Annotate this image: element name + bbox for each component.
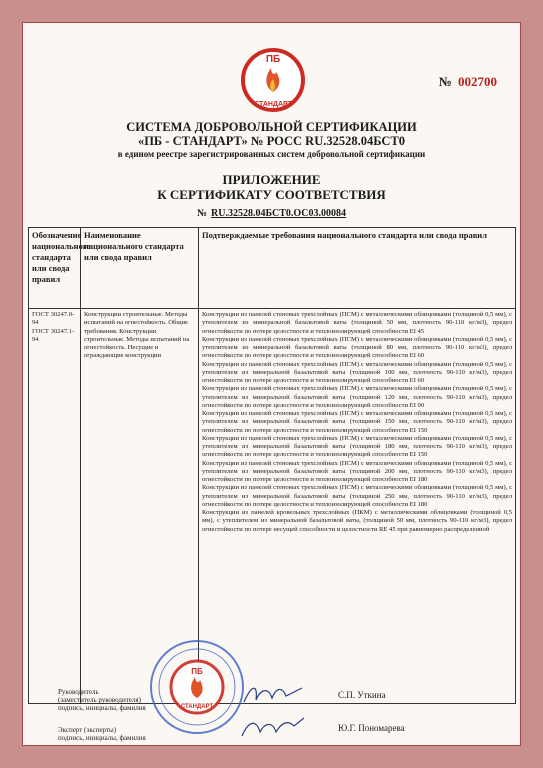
requirement-item: Конструкции из панелей стеновых трехслойных (ПСМ) с металлическими облицовками (толщиной 0,5 мм), с утеплителем из минеральной базальтовой ваты (толщиной 200 мм, плотность 90-110 кг/м3), предел огнестойкости по потере целостности и теплоизолирующей способности EI 180 [202,459,512,483]
requirement-item: Конструкции из панелей стеновых трехслойных (ПСМ) с металлическими облицовками (толщиной 0,5 мм), с утеплителем из минеральной базальтовой ваты (толщиной 180 мм, плотность 90-110 кг/м3), предел огнестойкости по потере целостности и теплоизолирующей способности EI 150 [202,434,512,459]
certificate-number-value: 002700 [458,74,497,89]
expert-signature-label: Эксперт (эксперты) подпись, инициалы, фамилия [58,726,146,742]
head-signature-label: Руководитель (заместитель руководителя) подпись, инициалы, фамилия [58,688,146,712]
expert-signature [238,712,308,742]
head-name: С.П. Уткина [338,690,386,700]
certification-seal [148,638,246,736]
appendix-title: ПРИЛОЖЕНИЕ [222,172,321,187]
requirement-item: Конструкции из панелей стеновых трехслойных (ПСМ) с металлическими облицовками (толщиной 0,5 мм), с утеплителем из минеральной базальтовой ваты (толщиной 50 мм, плотность 90-110 кг/м3), предел огнестойкости по потере целостности и теплоизолирующей способности EI 45 [202,311,512,335]
designation-cell: ГОСТ 30247.0-94 ГОСТ 30247.1-94 [29,309,81,704]
logo-top-text: ПБ [265,54,281,65]
system-registration: «ПБ - СТАНДАРТ» № РОСС RU.32528.04БСТ0 [137,134,406,148]
requirement-item: Конструкции из панелей стеновых трехслойных (ПСМ) с металлическими облицовками (толщиной 0,5 мм), с утеплителем из минеральной базальтовой ваты (толщиной 100 мм, плотность 90-110 кг/м3), предел огнестойкости по потере целостности и теплоизолирующей способности EI 60 [202,360,512,384]
appendix-number-value: RU.32528.04БСТ0.ОС03.00084 [211,208,347,219]
logo-bottom-text: СТАНДАРТ [254,101,292,108]
seal-bottom-text: СТАНДАРТ [180,704,214,710]
certificate-number [439,74,497,90]
registry-note: в едином реестре зарегистрированных систем добровольной сертификации [117,149,426,159]
header-name: Наименование национального стандарта или свода правил [81,228,199,309]
requirements-table [28,227,516,704]
expert-name: Ю.Г. Пономарева [338,723,405,733]
requirements-cell [199,309,516,704]
appendix-number [28,208,515,219]
requirement-item: Конструкции из панелей стеновых трехслойных (ПСМ) с металлическими облицовками (толщиной 0,5 мм), с утеплителем из минеральной базальтовой ваты (толщиной 120 мм, плотность 90-110 кг/м3), предел огнестойкости по потере целостности и теплоизолирующей способности EI 90 [202,385,512,409]
table-row [29,309,516,704]
requirement-item: Конструкции из панелей стеновых трехслойных (ПСМ) с металлическими облицовками (толщиной 0,5 мм), с утеплителем из минеральной базальтовой ваты (толщиной 80 мм, плотность 90-110 кг/м3), предел огнестойкости по потере целостности и теплоизолирующей способности EI 60 [202,335,512,360]
appendix-subtitle: К СЕРТИФИКАТУ СООТВЕТСТВИЯ [157,187,386,202]
certificate-number-label: № [438,74,452,89]
requirement-item: Конструкции из панелей стеновых трехслойных (ПСМ) с металлическими облицовками (толщиной 0,5 мм), с утеплителем из минеральной базальтовой ваты (толщиной 250 мм, плотность 90-110 кг/м3), предел огнестойкости по потере целостности и теплоизолирующей способности EI 180 [202,484,512,508]
pb-standard-logo [238,34,308,134]
head-signature [238,680,308,710]
system-title: СИСТЕМА ДОБРОВОЛЬНОЙ СЕРТИФИКАЦИИ [126,120,417,134]
header-requirements: Подтверждаемые требования национального стандарта или свода правил [199,228,516,309]
header-designation: Обозначение национального стандарта или свода правил [29,228,81,309]
seal-top-text: ПБ [191,667,203,676]
name-cell: Конструкции строительные. Методы испытаний на огнестойкость. Общие требования. Конструкции строительные. Методы испытаний на огнестойкость. Несущие и ограждающие конструкции [81,309,199,704]
certificate-content [28,28,515,740]
table-header-row [29,228,516,309]
appendix-number-label: № [196,208,208,219]
requirement-item: Конструкции из панелей стеновых трехслойных (ПСМ) с металлическими облицовками (толщиной 0,5 мм), с утеплителем из минеральной базальтовой ваты (толщиной 150 мм, плотность 90-110 кг/м3), предел огнестойкости по потере целостности и теплоизолирующей способности EI 150 [202,410,512,434]
requirement-item: Конструкции из панелей кровельных трехслойных (ПКМ) с металлическими облицовками (толщиной 0,5 мм), с утеплителем из минеральной базальтовой ваты, (толщиной 50 мм, плотность 90-110 кг/м3), предел огнестойкости по потере несущей способности и целостности RE 45 при равномерно распределенной [202,509,512,533]
